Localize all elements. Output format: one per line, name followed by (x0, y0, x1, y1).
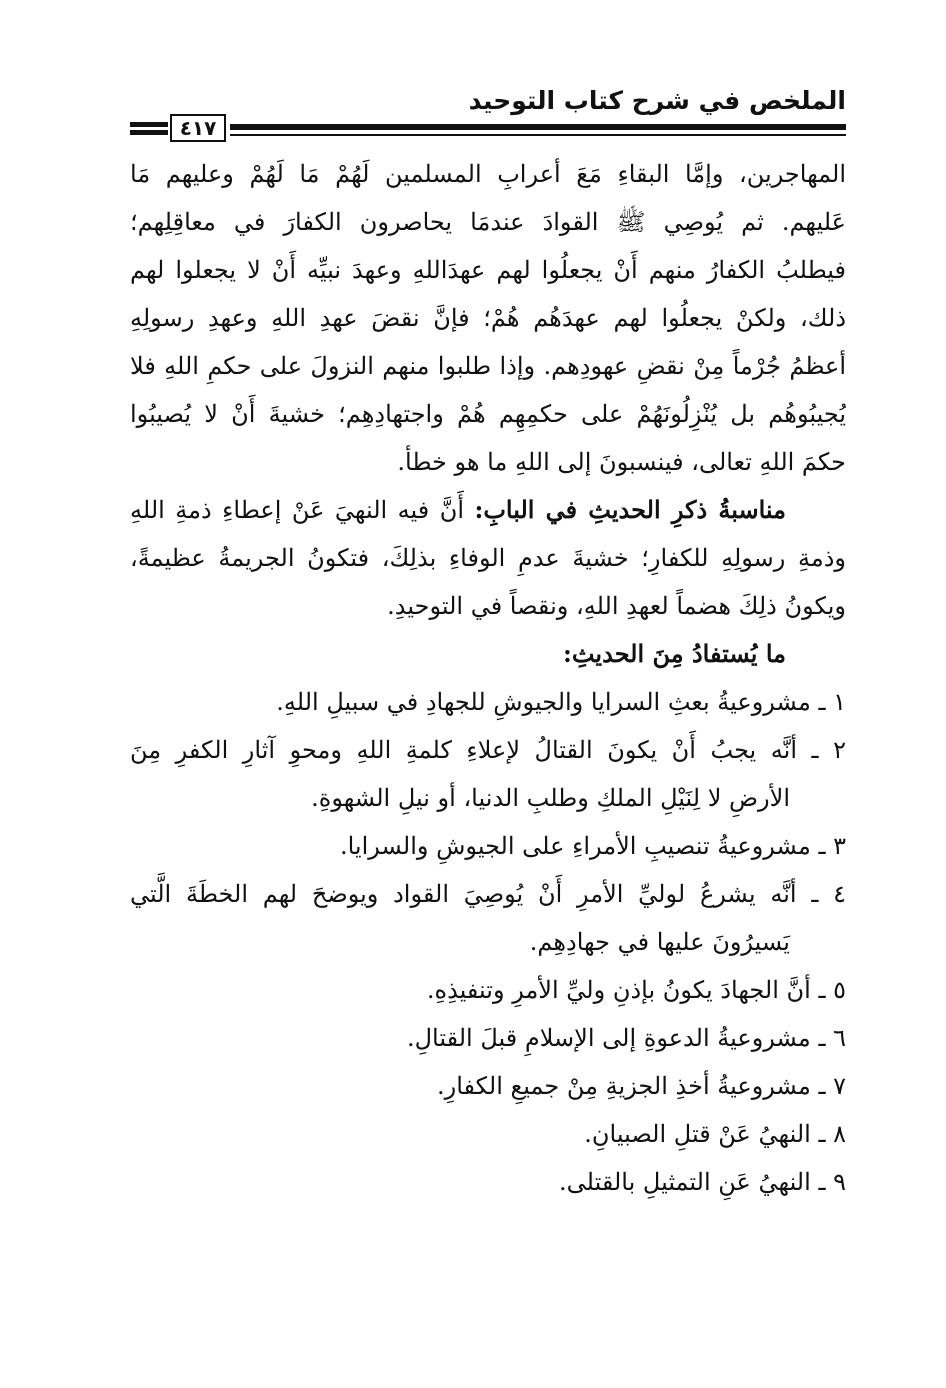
paragraph-heading: مناسبةُ ذكرِ الحديثِ في البابِ: (474, 495, 786, 524)
text-line: أعظمُ جُرْماً مِنْ نقضِ عهودِهم. وإذا طلبوا منهم النزولَ على حكمِ اللهِ فلا (130, 352, 846, 380)
list-number: ٦ (833, 1024, 846, 1052)
paragraph-text: أَنَّ فيه النهيَ عَنْ إعطاءِ ذمةِ اللهِ (130, 496, 464, 524)
text-line: فيطلبُ الكفارُ منهم أَنْ يجعلُوا لهم عهدَاللهِ وعهدَ نبيِّه أَنْ لا يجعلوا لهم (130, 256, 846, 284)
list-dash: ـ (818, 832, 826, 860)
page-number: ٤١٧ (170, 114, 226, 142)
list-item (130, 726, 846, 774)
text-line: يُجيبُوهُم بل يُنْزِلُونَهُمْ على حكمِهِم هُمْ واجتهادِهِم؛ خشيةَ أَنْ لا يُصيبُوا (130, 400, 846, 428)
list-number: ٩ (833, 1168, 846, 1196)
list-item-continuation: الأرضِ لا لِنَيْلِ الملكِ وطلبِ الدنيا، أو نيلِ الشهوةِ. (311, 784, 790, 812)
list-dash: ـ (818, 1120, 826, 1148)
list-text: أنَّه يشرعُ لوليِّ الأمرِ أَنْ يُوصِيَ القواد ويوضحَ لهم الخطَةَ الَّتي (130, 880, 797, 908)
text-line: المهاجرين، وإمَّا البقاءِ مَعَ أعرابِ المسلمين لَهُمْ مَا لَهُمْ وعليهم مَا (130, 160, 846, 188)
list-number: ٥ (833, 976, 846, 1004)
header-rule-thin (230, 134, 846, 136)
list-text: أنَّ الجهادَ يكونُ بإذنِ وليِّ الأمرِ وتنفيذِهِ. (426, 976, 811, 1004)
list-item (130, 966, 846, 1014)
text-line: عَليهم. ثم يُوصِي ﷺ القوادَ عندمَا يحاصرون الكفارَ في معاقِلِهم؛ (130, 208, 846, 236)
list-number: ٨ (833, 1120, 846, 1148)
text-line: ذلك، ولكنْ يجعلُوا لهم عهدَهُم هُمْ؛ فإنَّ نقضَ عهدِ اللهِ وعهدِ رسولِهِ (130, 304, 846, 332)
header-ornament-bar (130, 130, 168, 135)
list-text: مشروعيةُ الدعوةِ إلى الإسلامِ قبلَ القتالِ. (406, 1024, 811, 1052)
list-number: ٤ (833, 880, 846, 908)
header-ornament-bar (130, 122, 168, 127)
list-text: النهيُ عَنْ قتلِ الصبيانِ. (584, 1120, 811, 1148)
running-title: الملخص في شرح كتاب التوحيد (468, 86, 846, 115)
text-line: حكمَ اللهِ تعالى، فينسبونَ إلى اللهِ ما هو خطأ. (397, 448, 846, 476)
list-number: ١ (833, 688, 846, 716)
list-item (130, 1014, 846, 1062)
list-text: مشروعيةُ تنصيبِ الأمراءِ على الجيوشِ والسرايا. (339, 832, 811, 860)
list-text: النهيُ عَنِ التمثيلِ بالقتلى. (559, 1168, 811, 1196)
list-item (130, 1062, 846, 1110)
list-number: ٧ (833, 1072, 846, 1100)
list-item (130, 1110, 846, 1158)
list-item-continuation: يَسيرُونَ عليها في جهادِهِم. (529, 928, 790, 956)
page-body (130, 150, 846, 1206)
list-dash: ـ (818, 688, 826, 716)
header-rule-thick (230, 124, 846, 130)
list-number: ٢ (833, 736, 846, 764)
list-text: مشروعيةُ أخذِ الجزيةِ مِنْ جميعِ الكفارِ. (437, 1072, 811, 1100)
list-dash: ـ (818, 1072, 826, 1100)
list-item (130, 1158, 846, 1206)
list-item (130, 678, 846, 726)
list-dash: ـ (818, 1024, 826, 1052)
section-heading: ما يُستفادُ مِنَ الحديثِ: (562, 639, 786, 668)
list-dash: ـ (818, 976, 826, 1004)
text-line: ويكونُ ذلِكَ هضماً لعهدِ اللهِ، ونقصاً في التوحيدِ. (387, 592, 846, 620)
list-dash: ـ (811, 736, 819, 764)
text-line (130, 486, 846, 534)
list-text: أنَّه يجبُ أَنْ يكونَ القتالُ لإعلاءِ كلمةِ اللهِ ومحوِ آثارِ الكفرِ مِنَ (130, 736, 797, 764)
text-line: وذمةِ رسولِهِ للكفارِ؛ خشيةَ عدمِ الوفاءِ بذلِكَ، فتكونُ الجريمةُ عظيمةً، (130, 544, 846, 572)
list-dash: ـ (811, 880, 819, 908)
list-item (130, 870, 846, 918)
list-dash: ـ (818, 1168, 826, 1196)
list-text: مشروعيةُ بعثِ السرايا والجيوشِ للجهادِ في سبيلِ اللهِ. (276, 688, 811, 716)
list-number: ٣ (833, 832, 846, 860)
list-item (130, 822, 846, 870)
